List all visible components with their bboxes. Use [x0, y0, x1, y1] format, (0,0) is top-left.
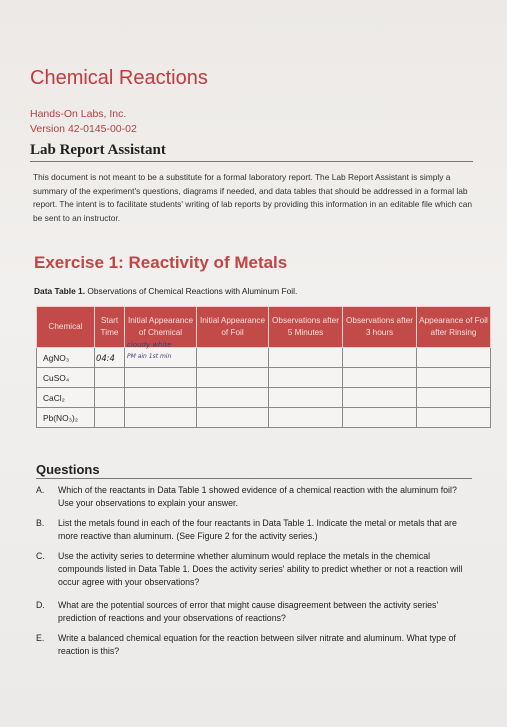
data-cell[interactable]	[197, 388, 269, 408]
data-cell[interactable]	[95, 408, 125, 428]
question-text: Use the activity series to determine whether aluminum would replace the metals in the chemical compounds listed in Data Table 1. Does the activity series' ability to predict whether or not a reaction will occur agree with your observations?	[58, 551, 463, 587]
data-cell[interactable]	[417, 408, 491, 428]
chemical-cell: Pb(NO₃)₂	[37, 408, 95, 428]
data-cell[interactable]	[95, 368, 125, 388]
question-text: Write a balanced chemical equation for the reaction between silver nitrate and aluminum. What type of reaction is this?	[58, 633, 456, 656]
data-cell[interactable]	[197, 408, 269, 428]
data-cell[interactable]	[269, 348, 343, 368]
publisher-name: Hands-On Labs, Inc.	[30, 108, 127, 120]
data-cell[interactable]	[125, 388, 197, 408]
header-cell: Initial Appearance of Chemical	[125, 307, 197, 348]
chemical-cell: AgNO₃	[37, 348, 95, 368]
handwritten-note: PM ain 1st min	[127, 353, 172, 360]
observation-cell[interactable]	[125, 341, 197, 368]
data-cell[interactable]	[197, 368, 269, 388]
question-text: What are the potential sources of error that might cause disagreement between the activity series' prediction of reactions and your observations of reactions?	[58, 600, 439, 623]
header-cell: Start Time	[95, 307, 125, 348]
data-cell[interactable]	[417, 348, 491, 368]
question-letter: B.	[36, 518, 45, 528]
table-row	[37, 408, 491, 428]
header-cell: Observations after 5 Minutes	[269, 307, 343, 348]
question-letter: E.	[36, 633, 45, 643]
disclaimer-paragraph: This document is not meant to be a substitute for a formal laboratory report. The Lab Report Assistant is simply a summary of the experiment's questions, diagrams if needed, and data tables that should be addressed in a formal lab report. The intent is to facilitate students' writing of lab reports by providing this information in an editable file which can be sent to an instructor.	[33, 172, 473, 223]
table-caption	[34, 286, 297, 296]
header-cell: Appearance of Foil after Rinsing	[417, 307, 491, 348]
table-header-row	[37, 307, 491, 348]
data-cell[interactable]	[343, 348, 417, 368]
exercise-title: Exercise 1: Reactivity of Metals	[34, 253, 288, 272]
data-cell[interactable]	[269, 388, 343, 408]
data-cell[interactable]	[417, 368, 491, 388]
data-cell[interactable]	[125, 368, 197, 388]
document-title: Chemical Reactions	[30, 67, 208, 89]
header-cell: Chemical	[37, 307, 95, 348]
table-caption-text: Observations of Chemical Reactions with Aluminum Foil.	[85, 286, 298, 296]
question-letter: D.	[36, 600, 45, 610]
data-cell[interactable]	[269, 408, 343, 428]
data-cell[interactable]	[95, 388, 125, 408]
data-cell[interactable]	[269, 368, 343, 388]
question-letter: C.	[36, 551, 45, 561]
question-text: List the metals found in each of the four reactants in Data Table 1. Indicate the metal or metals that are more reactive than aluminum. (See Figure 2 for the activity series.)	[58, 518, 457, 541]
question-letter: A.	[36, 485, 45, 495]
chemical-cell: CaCl₂	[37, 388, 95, 408]
section-heading-lab-report: Lab Report Assistant	[30, 142, 473, 162]
question-text: Which of the reactants in Data Table 1 showed evidence of a chemical reaction with the aluminum foil? Use your observations to explain your answer.	[58, 485, 457, 508]
data-cell[interactable]	[343, 368, 417, 388]
table-caption-label: Data Table 1.	[34, 286, 86, 296]
data-cell[interactable]	[417, 388, 491, 408]
data-table	[36, 306, 491, 428]
publisher-info	[30, 107, 137, 137]
header-cell: Observations after 3 hours	[343, 307, 417, 348]
table-row	[37, 348, 491, 368]
data-cell[interactable]	[125, 408, 197, 428]
handwritten-note: cloudy white	[127, 341, 172, 349]
data-cell[interactable]	[197, 348, 269, 368]
version-label: Version 42-0145-00-02	[30, 123, 137, 135]
chemical-cell: CuSO₄	[37, 368, 95, 388]
table-row	[37, 388, 491, 408]
data-cell[interactable]	[343, 408, 417, 428]
start-time-cell[interactable]: 04:4	[95, 348, 125, 368]
header-cell: Initial Appearance of Foil	[197, 307, 269, 348]
data-cell[interactable]	[343, 388, 417, 408]
questions-heading: Questions	[36, 462, 472, 479]
table-row	[37, 368, 491, 388]
